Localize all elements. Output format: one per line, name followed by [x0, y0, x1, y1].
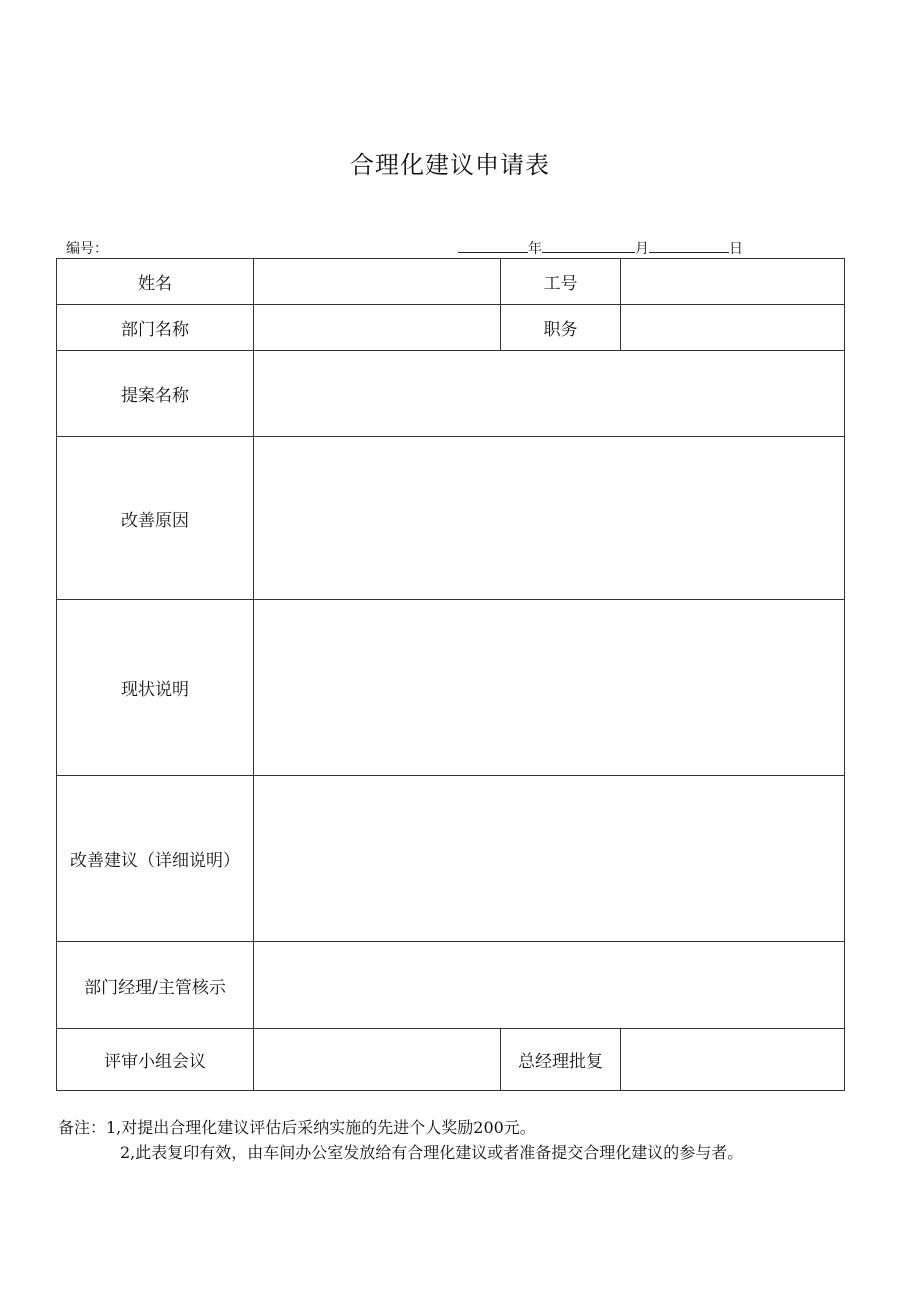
- application-form-table: [56, 258, 845, 1091]
- manager-review-label: 部门经理/主管核示: [57, 942, 254, 1029]
- current-status-field[interactable]: [254, 600, 845, 776]
- month-label: 月: [635, 241, 649, 257]
- manager-review-field[interactable]: [254, 942, 845, 1029]
- employee-id-label: 工号: [501, 259, 621, 305]
- year-blank[interactable]: [458, 238, 528, 253]
- proposal-name-label: 提案名称: [57, 351, 254, 437]
- day-blank[interactable]: [649, 238, 729, 253]
- name-field[interactable]: [254, 259, 501, 305]
- note-line-2: 2,此表复印有效，由车间办公室发放给有合理化建议或者准备提交合理化建议的参与者。: [120, 1143, 744, 1162]
- proposal-name-field[interactable]: [254, 351, 845, 437]
- department-label: 部门名称: [57, 305, 254, 351]
- current-status-label: 现状说明: [57, 600, 254, 776]
- serial-number-label: 编号：: [66, 241, 108, 257]
- date-line: [458, 238, 743, 258]
- improvement-reason-field[interactable]: [254, 437, 845, 600]
- month-blank[interactable]: [542, 238, 635, 253]
- form-title: 合理化建议申请表: [350, 151, 550, 179]
- notes-section: [58, 1115, 743, 1165]
- gm-approval-field[interactable]: [621, 1029, 845, 1091]
- improvement-suggestion-label: 改善建议（详细说明）: [57, 776, 254, 942]
- year-label: 年: [528, 241, 542, 257]
- gm-approval-label: 总经理批复: [501, 1029, 621, 1091]
- day-label: 日: [729, 241, 743, 257]
- position-label: 职务: [501, 305, 621, 351]
- improvement-reason-label: 改善原因: [57, 437, 254, 600]
- improvement-suggestion-field[interactable]: [254, 776, 845, 942]
- department-field[interactable]: [254, 305, 501, 351]
- review-meeting-field[interactable]: [254, 1029, 501, 1091]
- note-line-1: 备注：1,对提出合理化建议评估后采纳实施的先进个人奖励200元。: [58, 1118, 536, 1137]
- review-meeting-label: 评审小组会议: [57, 1029, 254, 1091]
- employee-id-field[interactable]: [621, 259, 845, 305]
- name-label: 姓名: [57, 259, 254, 305]
- position-field[interactable]: [621, 305, 845, 351]
